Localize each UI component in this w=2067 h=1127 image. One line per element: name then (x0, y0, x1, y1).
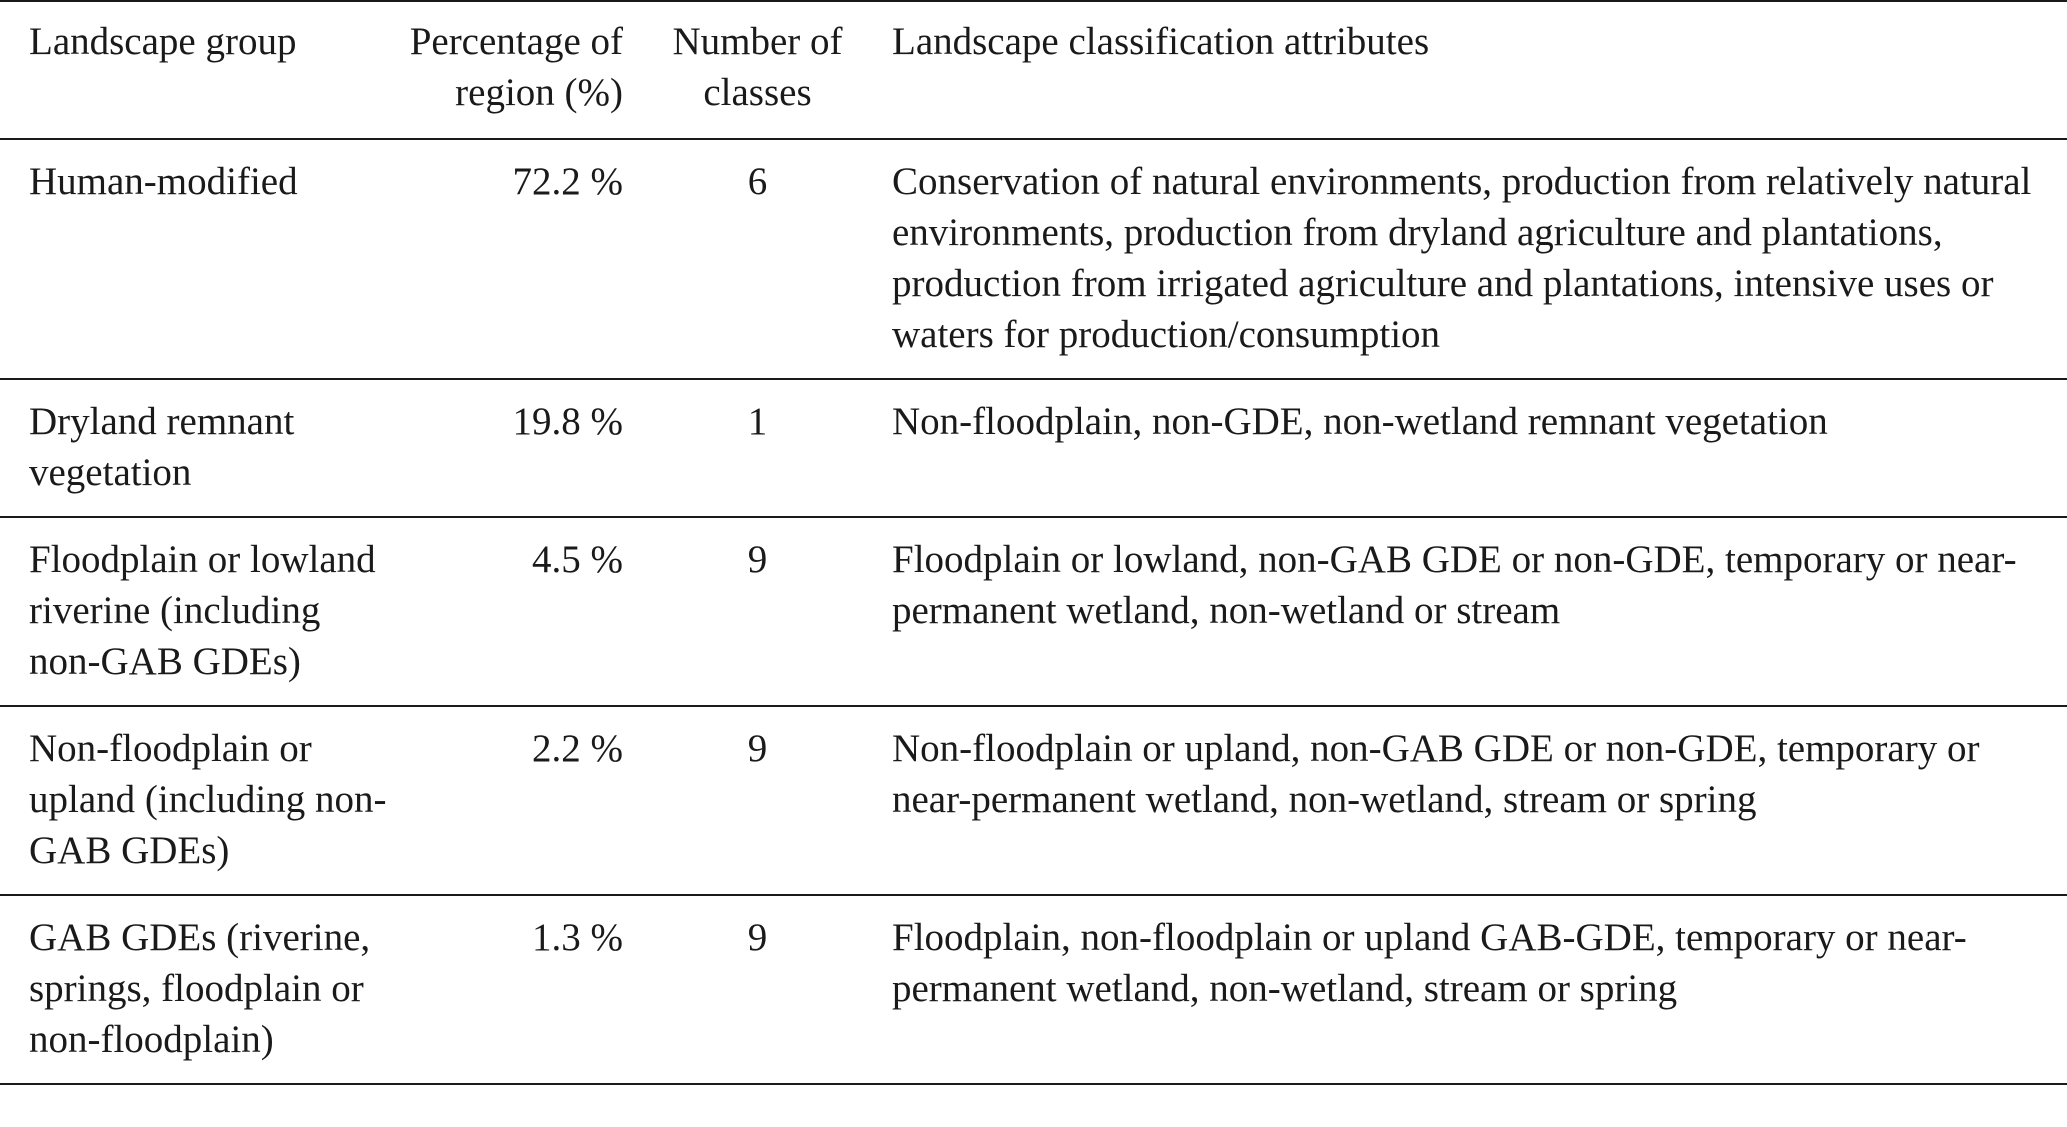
cell-classification-attributes: Non-floodplain, non-GDE, non-wetland remnant vegetation (885, 379, 2067, 517)
header-percentage: Percentage of region (%) (405, 1, 630, 139)
cell-classification-attributes: Floodplain or lowland, non-GAB GDE or non-GDE, temporary or near-permanent wetland, non-wetland or stream (885, 517, 2067, 706)
cell-landscape-group: Dryland remnant vegetation (0, 379, 405, 517)
cell-percentage: 19.8 % (405, 379, 630, 517)
cell-landscape-group: Floodplain or lowland riverine (including non-GAB GDEs) (0, 517, 405, 706)
cell-landscape-group: Human-modified (0, 139, 405, 379)
cell-number-of-classes: 9 (630, 517, 885, 706)
cell-number-of-classes: 9 (630, 706, 885, 895)
table-row (0, 895, 2067, 1084)
table-row (0, 379, 2067, 517)
header-landscape-group: Landscape group (0, 1, 405, 139)
table-row (0, 706, 2067, 895)
table-row (0, 517, 2067, 706)
cell-number-of-classes: 1 (630, 379, 885, 517)
cell-classification-attributes: Floodplain, non-floodplain or upland GAB-GDE, temporary or near-permanent wetland, non-wetland, stream or spring (885, 895, 2067, 1084)
cell-percentage: 2.2 % (405, 706, 630, 895)
cell-number-of-classes: 9 (630, 895, 885, 1084)
cell-number-of-classes: 6 (630, 139, 885, 379)
cell-classification-attributes: Conservation of natural environments, production from relatively natural environments, production from dryland agriculture and plantations, production from irrigated agriculture and plantations, intensive uses or waters for production/consumption (885, 139, 2067, 379)
cell-percentage: 1.3 % (405, 895, 630, 1084)
cell-classification-attributes: Non-floodplain or upland, non-GAB GDE or non-GDE, temporary or near-permanent wetland, non-wetland, stream or spring (885, 706, 2067, 895)
cell-percentage: 72.2 % (405, 139, 630, 379)
header-number-of-classes: Number of classes (630, 1, 885, 139)
cell-landscape-group: GAB GDEs (riverine, springs, floodplain or non-floodplain) (0, 895, 405, 1084)
cell-percentage: 4.5 % (405, 517, 630, 706)
table-row (0, 139, 2067, 379)
cell-landscape-group: Non-floodplain or upland (including non-GAB GDEs) (0, 706, 405, 895)
header-classification-attributes: Landscape classification attributes (885, 1, 2067, 139)
table-header-row (0, 1, 2067, 139)
